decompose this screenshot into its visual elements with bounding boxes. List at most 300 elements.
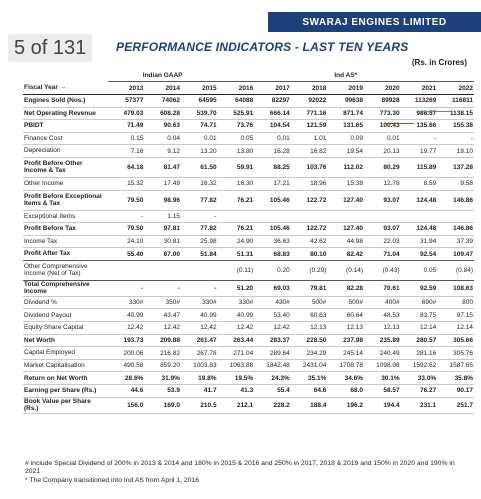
- year-header: 2016: [218, 82, 255, 95]
- table-cell: 80.29: [364, 157, 401, 177]
- table-cell: 135.66: [401, 120, 438, 133]
- table-cell: 57377: [108, 95, 145, 108]
- table-cell: 131.65: [327, 120, 364, 133]
- table-cell: 871.74: [327, 107, 364, 120]
- table-cell: 53.9: [144, 385, 181, 398]
- year-header: 2022: [437, 82, 474, 95]
- table-cell: 500#: [291, 296, 328, 309]
- table-cell: 1842.48: [254, 359, 291, 372]
- table-row: [23, 334, 474, 347]
- table-cell: 1708.78: [327, 359, 364, 372]
- row-label: Market Capitalisation: [23, 359, 108, 372]
- table-cell: 55.40: [108, 248, 145, 261]
- group-indian-gaap: Indian GAAP: [108, 70, 218, 82]
- table-cell: 1063.88: [218, 359, 255, 372]
- table-cell: 44.6: [108, 385, 145, 398]
- table-cell: 155.38: [437, 120, 474, 133]
- table-cell: 92.59: [401, 280, 438, 296]
- table-cell: 64088: [218, 95, 255, 108]
- table-cell: 64.18: [108, 157, 145, 177]
- row-label: Profit After Tax: [23, 248, 108, 261]
- table-cell: 68.0: [327, 385, 364, 398]
- table-cell: [254, 210, 291, 223]
- table-cell: 41.7: [181, 385, 218, 398]
- table-cell: 251.7: [437, 397, 474, 413]
- table-cell: 28.6%: [108, 372, 145, 385]
- table-cell: 608.28: [144, 107, 181, 120]
- table-cell: 12.42: [181, 322, 218, 335]
- table-cell: 146.86: [437, 223, 474, 236]
- table-cell: 105.46: [254, 223, 291, 236]
- fiscal-year-label: Fiscal Year →: [23, 82, 108, 95]
- table-cell: 305.66: [437, 334, 474, 347]
- table-cell: 1587.65: [437, 359, 474, 372]
- table-row: [23, 347, 474, 360]
- table-cell: 43.47: [144, 309, 181, 322]
- table-cell: 109.47: [437, 248, 474, 261]
- table-cell: 12.14: [401, 322, 438, 335]
- group-spacer: [23, 70, 108, 82]
- table-row: [23, 296, 474, 309]
- table-cell: 267.78: [181, 347, 218, 360]
- table-cell: 16.30: [218, 177, 255, 190]
- table-cell: 12.42: [254, 322, 291, 335]
- table-cell: 0.20: [254, 260, 291, 280]
- table-cell: 31.9%: [144, 372, 181, 385]
- section-title: PERFORMANCE INDICATORS - LAST TEN YEARS: [116, 40, 409, 54]
- table-cell: 12.42: [108, 322, 145, 335]
- table-cell: 113269: [401, 95, 438, 108]
- year-header: 2020: [364, 82, 401, 95]
- table-cell: 169.0: [144, 397, 181, 413]
- table-cell: 36.63: [254, 235, 291, 248]
- table-row: [23, 177, 474, 190]
- table-cell: 20.13: [364, 145, 401, 158]
- table-cell: 74.71: [181, 120, 218, 133]
- table-row: [23, 372, 474, 385]
- table-cell: 98.96: [144, 190, 181, 210]
- row-label: Profit Before Other Income & Tax: [23, 157, 108, 177]
- row-label: Earning per Share (Rs.): [23, 385, 108, 398]
- table-cell: 0.05: [401, 260, 438, 280]
- table-cell: 156.0: [108, 397, 145, 413]
- table-cell: 108.63: [437, 280, 474, 296]
- table-cell: 234.29: [291, 347, 328, 360]
- table-cell: 24.3%: [254, 372, 291, 385]
- table-cell: [144, 260, 181, 280]
- table-cell: [108, 260, 145, 280]
- table-cell: 30.81: [144, 235, 181, 248]
- table-cell: 500#: [327, 296, 364, 309]
- table-cell: 12.13: [327, 322, 364, 335]
- table-cell: 121.59: [291, 120, 328, 133]
- table-cell: 76.27: [401, 385, 438, 398]
- table-cell: 60.64: [327, 309, 364, 322]
- table-cell: 19.54: [327, 145, 364, 158]
- table-cell: 1003.83: [181, 359, 218, 372]
- row-label: Exceptional Items: [23, 210, 108, 223]
- table-cell: 92.54: [401, 248, 438, 261]
- table-cell: [218, 210, 255, 223]
- table-cell: 76.21: [218, 223, 255, 236]
- footnotes: [25, 460, 465, 485]
- table-cell: 15.38: [327, 177, 364, 190]
- table-cell: 55.4: [254, 385, 291, 398]
- table-cell: 90.63: [144, 120, 181, 133]
- table-cell: 0.01: [364, 132, 401, 145]
- table-cell: 74062: [144, 95, 181, 108]
- table-cell: 24.10: [108, 235, 145, 248]
- table-cell: 330#: [108, 296, 145, 309]
- table-cell: 1.15: [144, 210, 181, 223]
- table-cell: 271.04: [218, 347, 255, 360]
- year-header: 2015: [181, 82, 218, 95]
- table-cell: 146.86: [437, 190, 474, 210]
- table-cell: 41.3: [218, 385, 255, 398]
- table-row: [23, 157, 474, 177]
- table-cell: 82.28: [327, 280, 364, 296]
- table-cell: 93.07: [364, 223, 401, 236]
- table-cell: 105.46: [254, 190, 291, 210]
- table-cell: 92022: [291, 95, 328, 108]
- table-cell: 235.89: [364, 334, 401, 347]
- table-cell: 51.31: [218, 248, 255, 261]
- table-cell: 80.10: [291, 248, 328, 261]
- table-cell: 122.72: [291, 223, 328, 236]
- table-cell: 112.02: [327, 157, 364, 177]
- table-cell: 430#: [254, 296, 291, 309]
- table-cell: 19.77: [401, 145, 438, 158]
- table-cell: 33.0%: [401, 372, 438, 385]
- group-ind-as: Ind AS*: [218, 70, 474, 82]
- table-cell: 77.82: [181, 190, 218, 210]
- table-cell: 18.96: [291, 177, 328, 190]
- table-cell: 77.82: [181, 223, 218, 236]
- row-label: Net Operating Revenue: [23, 107, 108, 120]
- table-cell: 9.12: [144, 145, 181, 158]
- table-cell: 237.98: [327, 334, 364, 347]
- table-cell: (0.29): [291, 260, 328, 280]
- table-cell: 859.20: [144, 359, 181, 372]
- row-label: Profit Before Tax: [23, 223, 108, 236]
- table-row: [23, 145, 474, 158]
- table-cell: 51.84: [181, 248, 218, 261]
- table-cell: -: [144, 280, 181, 296]
- table-cell: 79.81: [291, 280, 328, 296]
- table-cell: 127.40: [327, 190, 364, 210]
- table-cell: 68.83: [254, 248, 291, 261]
- table-cell: 44.98: [327, 235, 364, 248]
- table-cell: -: [437, 132, 474, 145]
- table-cell: 12.42: [218, 322, 255, 335]
- table-cell: 100.43: [364, 120, 401, 133]
- table-cell: 82.42: [327, 248, 364, 261]
- table-cell: 79.50: [108, 190, 145, 210]
- table-cell: 127.40: [327, 223, 364, 236]
- table-cell: 1592.62: [401, 359, 438, 372]
- year-header: 2014: [144, 82, 181, 95]
- table-cell: 71.04: [364, 248, 401, 261]
- row-label: Return on Net Worth: [23, 372, 108, 385]
- table-cell: 281.16: [401, 347, 438, 360]
- table-body: [23, 95, 474, 414]
- table-cell: (0.43): [364, 260, 401, 280]
- table-cell: 17.49: [144, 177, 181, 190]
- table-cell: 228.2: [254, 397, 291, 413]
- table-cell: 124.48: [401, 223, 438, 236]
- table-cell: 19.8%: [181, 372, 218, 385]
- table-cell: 263.44: [218, 334, 255, 347]
- year-header: 2013: [108, 82, 145, 95]
- table-cell: 81.47: [144, 157, 181, 177]
- table-cell: 12.13: [364, 322, 401, 335]
- table-cell: 115.89: [401, 157, 438, 177]
- table-cell: 15.32: [108, 177, 145, 190]
- table-cell: 212.1: [218, 397, 255, 413]
- table-cell: 22.03: [364, 235, 401, 248]
- table-cell: 53.40: [254, 309, 291, 322]
- table-cell: 773.30: [364, 107, 401, 120]
- table-row: [23, 322, 474, 335]
- table-cell: 16.28: [254, 145, 291, 158]
- table-cell: 330#: [181, 296, 218, 309]
- table-cell: 8.59: [401, 177, 438, 190]
- table-cell: 70.61: [364, 280, 401, 296]
- table-row: [23, 120, 474, 133]
- table-cell: 99638: [327, 95, 364, 108]
- table-cell: 0.09: [327, 132, 364, 145]
- table-cell: 1138.15: [437, 107, 474, 120]
- table-cell: 24.90: [218, 235, 255, 248]
- table-cell: 240.49: [364, 347, 401, 360]
- table-cell: 82297: [254, 95, 291, 108]
- table-cell: 30.1%: [364, 372, 401, 385]
- table-cell: 16.82: [291, 145, 328, 158]
- table-cell: 2431.04: [291, 359, 328, 372]
- table-cell: 0.01: [181, 132, 218, 145]
- table-cell: 61.50: [181, 157, 218, 177]
- table-cell: 216.82: [144, 347, 181, 360]
- table-cell: 209.88: [144, 334, 181, 347]
- table-cell: 67.00: [144, 248, 181, 261]
- table-cell: (0.14): [327, 260, 364, 280]
- table-cell: 1.01: [291, 132, 328, 145]
- row-label: PBIDT: [23, 120, 108, 133]
- table-cell: 60.63: [291, 309, 328, 322]
- table-cell: 34.6%: [327, 372, 364, 385]
- table-cell: 90.17: [437, 385, 474, 398]
- table-cell: [181, 260, 218, 280]
- table-cell: 64595: [181, 95, 218, 108]
- row-label: Net Worth: [23, 334, 108, 347]
- table-cell: 9.58: [437, 177, 474, 190]
- table-cell: 124.48: [401, 190, 438, 210]
- year-header: 2019: [327, 82, 364, 95]
- table-cell: -: [108, 210, 145, 223]
- table-cell: 525.91: [218, 107, 255, 120]
- table-cell: 35.8%: [437, 372, 474, 385]
- table-cell: 37.39: [437, 235, 474, 248]
- table-cell: 103.76: [291, 157, 328, 177]
- table-row: [23, 210, 474, 223]
- table-cell: 18.10: [437, 145, 474, 158]
- table-cell: 69.03: [254, 280, 291, 296]
- table-cell: 25.98: [181, 235, 218, 248]
- table-cell: 305.76: [437, 347, 474, 360]
- table-row: [23, 107, 474, 120]
- table-cell: 51.20: [218, 280, 255, 296]
- table-cell: 210.5: [181, 397, 218, 413]
- table-cell: 330#: [218, 296, 255, 309]
- table-row: [23, 95, 474, 108]
- table-cell: 83.75: [401, 309, 438, 322]
- table-row: [23, 359, 474, 372]
- row-label: Dividend %: [23, 296, 108, 309]
- table-cell: 0.15: [108, 132, 145, 145]
- table-cell: 97.81: [144, 223, 181, 236]
- row-label: Book Value per Share (Rs.): [23, 397, 108, 413]
- company-banner: SWARAJ ENGINES LIMITED: [268, 12, 481, 32]
- page-counter[interactable]: 5 of 131: [8, 34, 92, 62]
- table-cell: 280.57: [401, 334, 438, 347]
- row-label: Other Income: [23, 177, 108, 190]
- table-cell: 12.13: [291, 322, 328, 335]
- footnote-dividend: # include Special Dividend of 200% in 2013 & 2014 and 180% in 2015 & 2016 and 250% in 2017, 2018 & 2019 and 150% in 2020 and 190% in 2021: [25, 460, 455, 476]
- table-cell: -: [401, 132, 438, 145]
- table-row: [23, 260, 474, 280]
- table-cell: 12.78: [364, 177, 401, 190]
- year-header: 2021: [401, 82, 438, 95]
- table-cell: 79.50: [108, 223, 145, 236]
- table-cell: 188.4: [291, 397, 328, 413]
- table-cell: -: [108, 280, 145, 296]
- table-cell: 0.01: [254, 132, 291, 145]
- table-cell: 122.72: [291, 190, 328, 210]
- table-cell: 64.6: [291, 385, 328, 398]
- table-cell: 17.21: [254, 177, 291, 190]
- row-label: Dividend Payout: [23, 309, 108, 322]
- table-cell: -: [181, 280, 218, 296]
- table-cell: 35.1%: [291, 372, 328, 385]
- table-cell: 40.99: [218, 309, 255, 322]
- table-cell: 479.03: [108, 107, 145, 120]
- row-label: Capital Employed: [23, 347, 108, 360]
- table-cell: 89928: [364, 95, 401, 108]
- performance-table-grid: [23, 70, 474, 414]
- table-cell: [327, 210, 364, 223]
- table-cell: 12.42: [144, 322, 181, 335]
- table-cell: 986.57: [401, 107, 438, 120]
- year-header: 2017: [254, 82, 291, 95]
- performance-table: [23, 70, 474, 414]
- table-cell: 539.70: [181, 107, 218, 120]
- table-cell: 771.16: [291, 107, 328, 120]
- table-cell: [364, 210, 401, 223]
- table-row: [23, 235, 474, 248]
- table-cell: (0.11): [218, 260, 255, 280]
- table-cell: 231.1: [401, 397, 438, 413]
- table-cell: 13.80: [218, 145, 255, 158]
- table-cell: 48.53: [364, 309, 401, 322]
- table-cell: 194.4: [364, 397, 401, 413]
- table-cell: 116811: [437, 95, 474, 108]
- table-cell: 245.14: [327, 347, 364, 360]
- table-cell: 400#: [364, 296, 401, 309]
- row-label: Other Comprehensive Income (Net of Tax): [23, 260, 108, 280]
- table-cell: 200.06: [108, 347, 145, 360]
- table-cell: [437, 210, 474, 223]
- table-row: [23, 190, 474, 210]
- table-cell: 73.76: [218, 120, 255, 133]
- table-cell: 93.07: [364, 190, 401, 210]
- highlight-green-underline: [420, 111, 450, 112]
- table-row: [23, 385, 474, 398]
- table-cell: (0.84): [437, 260, 474, 280]
- table-cell: 0.05: [218, 132, 255, 145]
- table-cell: 40.99: [108, 309, 145, 322]
- year-header: 2018: [291, 82, 328, 95]
- table-cell: 76.21: [218, 190, 255, 210]
- table-cell: 97.15: [437, 309, 474, 322]
- table-cell: 289.64: [254, 347, 291, 360]
- table-cell: 193.73: [108, 334, 145, 347]
- table-cell: 283.37: [254, 334, 291, 347]
- table-cell: 666.14: [254, 107, 291, 120]
- units-label: (Rs. in Crores): [411, 58, 467, 67]
- table-cell: 0.04: [144, 132, 181, 145]
- table-row: [23, 223, 474, 236]
- table-cell: 13.20: [181, 145, 218, 158]
- table-cell: 71.49: [108, 120, 145, 133]
- table-cell: 490.58: [108, 359, 145, 372]
- table-row: [23, 248, 474, 261]
- table-cell: 16.32: [181, 177, 218, 190]
- row-label: Depreciation: [23, 145, 108, 158]
- table-cell: 58.57: [364, 385, 401, 398]
- table-cell: 88.25: [254, 157, 291, 177]
- table-cell: 12.14: [437, 322, 474, 335]
- table-cell: 31.94: [401, 235, 438, 248]
- row-label: Finance Cost: [23, 132, 108, 145]
- table-cell: 690#: [401, 296, 438, 309]
- table-cell: 59.91: [218, 157, 255, 177]
- row-label: Total Comprehensive Income: [23, 280, 108, 296]
- table-cell: 800: [437, 296, 474, 309]
- row-label: Profit Before Exceptional Items & Tax: [23, 190, 108, 210]
- table-cell: 196.2: [327, 397, 364, 413]
- row-label: Income Tax: [23, 235, 108, 248]
- table-cell: 40.99: [181, 309, 218, 322]
- table-row: [23, 397, 474, 413]
- table-cell: [401, 210, 438, 223]
- row-label: Engines Sold (Nos.): [23, 95, 108, 108]
- row-label: Equity Share Capital: [23, 322, 108, 335]
- table-cell: 1098.08: [364, 359, 401, 372]
- table-cell: 19.5%: [218, 372, 255, 385]
- highlight-red-underline: [384, 123, 414, 124]
- table-row: [23, 309, 474, 322]
- table-cell: 137.28: [437, 157, 474, 177]
- table-row: [23, 280, 474, 296]
- table-cell: 104.54: [254, 120, 291, 133]
- table-cell: 350#: [144, 296, 181, 309]
- table-cell: 228.50: [291, 334, 328, 347]
- table-cell: 7.16: [108, 145, 145, 158]
- table-row: [23, 132, 474, 145]
- table-cell: 261.47: [181, 334, 218, 347]
- table-cell: 42.62: [291, 235, 328, 248]
- table-cell: [291, 210, 328, 223]
